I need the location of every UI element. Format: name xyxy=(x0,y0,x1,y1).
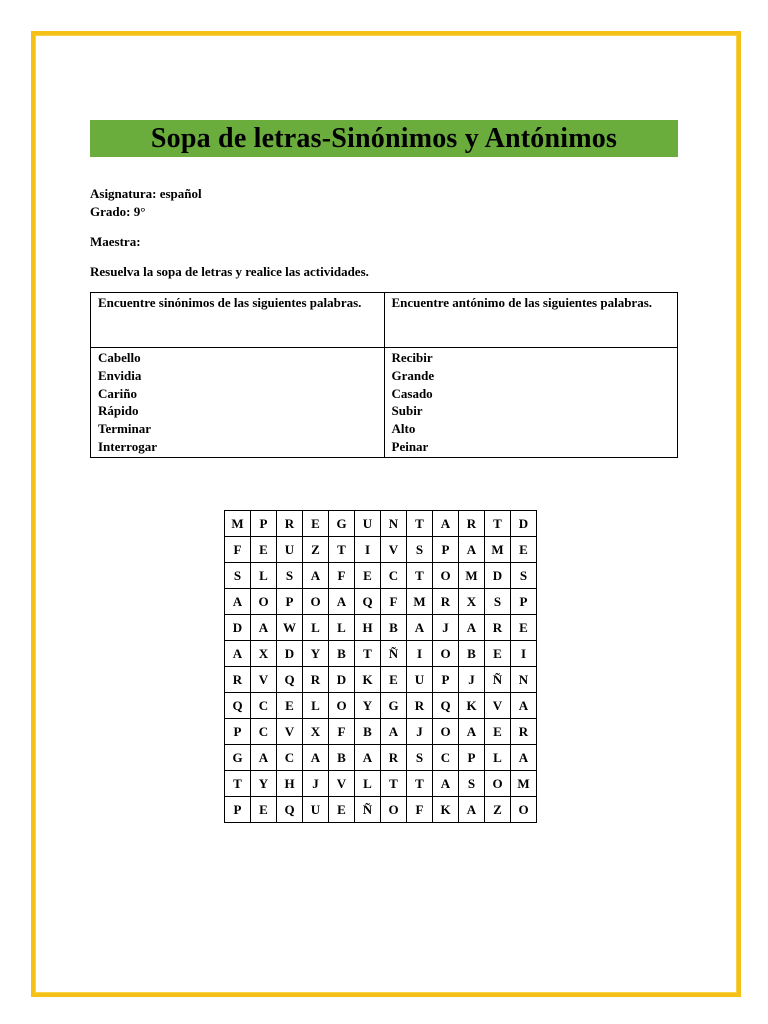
antonym-word: Subir xyxy=(391,403,423,419)
grid-cell[interactable]: R xyxy=(433,589,459,615)
grid-cell[interactable]: L xyxy=(251,563,277,589)
synonym-word: Rápido xyxy=(98,403,139,419)
synonym-word: Cabello xyxy=(98,350,141,365)
grid-cell[interactable]: X xyxy=(303,719,329,745)
grid-cell[interactable]: A xyxy=(511,693,537,719)
grid-cell[interactable]: V xyxy=(329,771,355,797)
grid-cell[interactable]: O xyxy=(329,693,355,719)
antonyms-header: Encuentre antónimo de las siguientes palabras. xyxy=(384,293,678,348)
grid-cell[interactable]: S xyxy=(277,563,303,589)
grid-cell[interactable]: O xyxy=(433,563,459,589)
grid-cell[interactable]: S xyxy=(459,771,485,797)
grid-cell[interactable]: R xyxy=(277,511,303,537)
synonym-word: Terminar xyxy=(98,421,151,437)
grid-cell[interactable]: K xyxy=(459,693,485,719)
grid-cell[interactable]: F xyxy=(381,589,407,615)
grid-cell[interactable]: M xyxy=(407,589,433,615)
grid-cell[interactable]: J xyxy=(303,771,329,797)
grid-cell[interactable]: S xyxy=(407,537,433,563)
grid-cell[interactable]: N xyxy=(381,511,407,537)
synonyms-list xyxy=(91,348,385,458)
antonym-word: Grande xyxy=(391,367,435,383)
grid-cell[interactable]: A xyxy=(381,719,407,745)
subject-label: Asignatura: español xyxy=(90,186,202,201)
grid-cell[interactable]: A xyxy=(407,615,433,641)
grid-row xyxy=(225,745,537,771)
grid-cell[interactable]: P xyxy=(433,667,459,693)
grid-row xyxy=(225,693,537,719)
grid-cell[interactable]: I xyxy=(407,641,433,667)
grid-cell[interactable]: A xyxy=(225,641,251,667)
grid-cell[interactable]: X xyxy=(251,641,277,667)
grid-row xyxy=(225,589,537,615)
grid-cell[interactable]: D xyxy=(277,641,303,667)
grid-cell[interactable]: V xyxy=(251,667,277,693)
grid-cell[interactable]: T xyxy=(407,771,433,797)
grid-cell[interactable]: B xyxy=(355,719,381,745)
antonyms-list xyxy=(384,348,678,458)
grid-cell[interactable]: B xyxy=(329,641,355,667)
grid-cell[interactable]: F xyxy=(225,537,251,563)
grade-label: Grado: 9° xyxy=(90,204,146,219)
grid-cell[interactable]: C xyxy=(251,719,277,745)
grid-cell[interactable]: Q xyxy=(277,667,303,693)
grid-cell[interactable]: Z xyxy=(485,797,511,823)
grid-cell[interactable]: B xyxy=(381,615,407,641)
grid-cell[interactable]: U xyxy=(407,667,433,693)
grid-cell[interactable]: O xyxy=(381,797,407,823)
grid-cell[interactable]: F xyxy=(329,563,355,589)
grid-cell[interactable]: C xyxy=(277,745,303,771)
grid-cell[interactable]: P xyxy=(225,797,251,823)
grid-cell[interactable]: T xyxy=(329,537,355,563)
grid-row xyxy=(225,615,537,641)
grid-cell[interactable]: Ñ xyxy=(355,797,381,823)
grid-cell[interactable]: R xyxy=(381,745,407,771)
grid-cell[interactable]: G xyxy=(381,693,407,719)
teacher-label: Maestra: xyxy=(90,234,141,249)
grid-cell[interactable]: P xyxy=(251,511,277,537)
grid-cell[interactable]: R xyxy=(511,719,537,745)
grid-cell[interactable]: M xyxy=(459,563,485,589)
grid-cell[interactable]: Q xyxy=(225,693,251,719)
grid-cell[interactable]: E xyxy=(511,615,537,641)
grid-cell[interactable]: O xyxy=(511,797,537,823)
title-banner xyxy=(90,120,678,157)
grid-cell[interactable]: Q xyxy=(277,797,303,823)
grid-cell[interactable]: B xyxy=(329,745,355,771)
grid-cell[interactable]: S xyxy=(407,745,433,771)
grid-cell[interactable]: Ñ xyxy=(381,641,407,667)
grid-cell[interactable]: G xyxy=(225,745,251,771)
grid-cell[interactable]: L xyxy=(303,615,329,641)
grid-cell[interactable]: T xyxy=(485,511,511,537)
grid-cell[interactable]: Q xyxy=(433,693,459,719)
grid-cell[interactable]: R xyxy=(407,693,433,719)
grid-cell[interactable]: A xyxy=(459,797,485,823)
synonym-word: Interrogar xyxy=(98,438,157,454)
grid-cell[interactable]: A xyxy=(329,589,355,615)
grid-cell[interactable]: E xyxy=(303,511,329,537)
grid-cell[interactable]: E xyxy=(277,693,303,719)
antonym-word: Casado xyxy=(391,385,433,401)
grid-cell[interactable]: E xyxy=(381,667,407,693)
antonym-word: Peinar xyxy=(391,438,429,454)
grid-cell[interactable]: E xyxy=(485,641,511,667)
grid-cell[interactable]: W xyxy=(277,615,303,641)
grid-cell[interactable]: H xyxy=(277,771,303,797)
grid-cell[interactable]: V xyxy=(381,537,407,563)
grid-cell[interactable]: M xyxy=(485,537,511,563)
grid-cell[interactable]: V xyxy=(485,693,511,719)
grid-cell[interactable]: D xyxy=(511,511,537,537)
word-search-grid xyxy=(224,510,537,823)
grid-cell[interactable]: K xyxy=(433,797,459,823)
grid-cell[interactable]: T xyxy=(381,771,407,797)
grid-cell[interactable]: V xyxy=(277,719,303,745)
grid-cell[interactable]: P xyxy=(511,589,537,615)
grid-cell[interactable]: P xyxy=(459,745,485,771)
grid-cell[interactable]: A xyxy=(511,745,537,771)
grid-cell[interactable]: U xyxy=(303,797,329,823)
grid-cell[interactable]: R xyxy=(459,511,485,537)
grid-cell[interactable]: D xyxy=(329,667,355,693)
grid-cell[interactable]: M xyxy=(511,771,537,797)
grid-cell[interactable]: A xyxy=(459,615,485,641)
antonym-word: Recibir xyxy=(391,350,433,365)
grid-cell[interactable]: O xyxy=(303,589,329,615)
grid-cell[interactable]: C xyxy=(433,745,459,771)
grid-cell[interactable]: L xyxy=(355,771,381,797)
grid-cell[interactable]: S xyxy=(485,589,511,615)
grid-cell[interactable]: D xyxy=(225,615,251,641)
grid-cell[interactable]: E xyxy=(251,797,277,823)
grid-cell[interactable]: Y xyxy=(251,771,277,797)
grid-cell[interactable]: A xyxy=(251,615,277,641)
grid-cell[interactable]: E xyxy=(485,719,511,745)
grid-cell[interactable]: U xyxy=(355,511,381,537)
grid-cell[interactable]: E xyxy=(329,797,355,823)
grid-cell[interactable]: J xyxy=(407,719,433,745)
grid-cell[interactable]: T xyxy=(355,641,381,667)
grid-cell[interactable]: P xyxy=(225,719,251,745)
grid-cell[interactable]: I xyxy=(355,537,381,563)
grid-cell[interactable]: Y xyxy=(303,641,329,667)
grid-cell[interactable]: E xyxy=(355,563,381,589)
grid-cell[interactable]: A xyxy=(355,745,381,771)
grid-row xyxy=(225,563,537,589)
grid-cell[interactable]: G xyxy=(329,511,355,537)
instruction-text: Resuelva la sopa de letras y realice las actividades. xyxy=(90,264,369,279)
grid-row xyxy=(225,537,537,563)
grid-cell[interactable]: F xyxy=(407,797,433,823)
word-lists-table xyxy=(90,292,678,458)
grid-cell[interactable]: T xyxy=(225,771,251,797)
grid-cell[interactable]: A xyxy=(459,719,485,745)
grid-cell[interactable]: A xyxy=(225,589,251,615)
grid-cell[interactable]: D xyxy=(485,563,511,589)
grid-cell[interactable]: L xyxy=(329,615,355,641)
grid-cell[interactable]: J xyxy=(459,667,485,693)
grid-cell[interactable]: O xyxy=(433,641,459,667)
grid-cell[interactable]: T xyxy=(407,563,433,589)
grid-cell[interactable]: B xyxy=(459,641,485,667)
grid-row xyxy=(225,511,537,537)
grid-cell[interactable]: T xyxy=(407,511,433,537)
grid-row xyxy=(225,641,537,667)
synonym-word: Cariño xyxy=(98,385,137,401)
grid-cell[interactable]: A xyxy=(433,511,459,537)
grid-cell[interactable]: O xyxy=(251,589,277,615)
grid-cell[interactable]: R xyxy=(225,667,251,693)
grid-cell[interactable]: E xyxy=(251,537,277,563)
grid-cell[interactable]: P xyxy=(433,537,459,563)
grid-cell[interactable]: A xyxy=(303,563,329,589)
grid-row xyxy=(225,771,537,797)
grid-row xyxy=(225,797,537,823)
grid-cell[interactable]: H xyxy=(355,615,381,641)
grid-cell[interactable]: F xyxy=(329,719,355,745)
grid-cell[interactable]: O xyxy=(433,719,459,745)
grid-cell[interactable]: M xyxy=(225,511,251,537)
grid-cell[interactable]: A xyxy=(459,537,485,563)
grid-cell[interactable]: R xyxy=(303,667,329,693)
grid-cell[interactable]: X xyxy=(459,589,485,615)
grid-cell[interactable]: C xyxy=(381,563,407,589)
grid-cell[interactable]: Ñ xyxy=(485,667,511,693)
grid-cell[interactable]: J xyxy=(433,615,459,641)
grid-cell[interactable]: R xyxy=(485,615,511,641)
grid-cell[interactable]: K xyxy=(355,667,381,693)
grid-cell[interactable]: L xyxy=(303,693,329,719)
grid-row xyxy=(225,667,537,693)
grid-row xyxy=(225,719,537,745)
grid-cell[interactable]: Z xyxy=(303,537,329,563)
grid-cell[interactable]: S xyxy=(225,563,251,589)
grid-cell[interactable]: N xyxy=(511,667,537,693)
grid-cell[interactable]: I xyxy=(511,641,537,667)
grid-cell[interactable]: P xyxy=(277,589,303,615)
grid-cell[interactable]: E xyxy=(511,537,537,563)
synonym-word: Envidia xyxy=(98,367,142,383)
grid-cell[interactable]: U xyxy=(277,537,303,563)
synonyms-header: Encuentre sinónimos de las siguientes palabras. xyxy=(91,293,385,348)
grid-cell[interactable]: Y xyxy=(355,693,381,719)
grid-cell[interactable]: O xyxy=(485,771,511,797)
antonym-word: Alto xyxy=(391,421,416,437)
grid-cell[interactable]: A xyxy=(433,771,459,797)
grid-cell[interactable]: Q xyxy=(355,589,381,615)
grid-cell[interactable]: L xyxy=(485,745,511,771)
grid-cell[interactable]: A xyxy=(303,745,329,771)
grid-cell[interactable]: A xyxy=(251,745,277,771)
grid-cell[interactable]: S xyxy=(511,563,537,589)
grid-cell[interactable]: C xyxy=(251,693,277,719)
page-title: Sopa de letras-Sinónimos y Antónimos xyxy=(150,122,618,154)
